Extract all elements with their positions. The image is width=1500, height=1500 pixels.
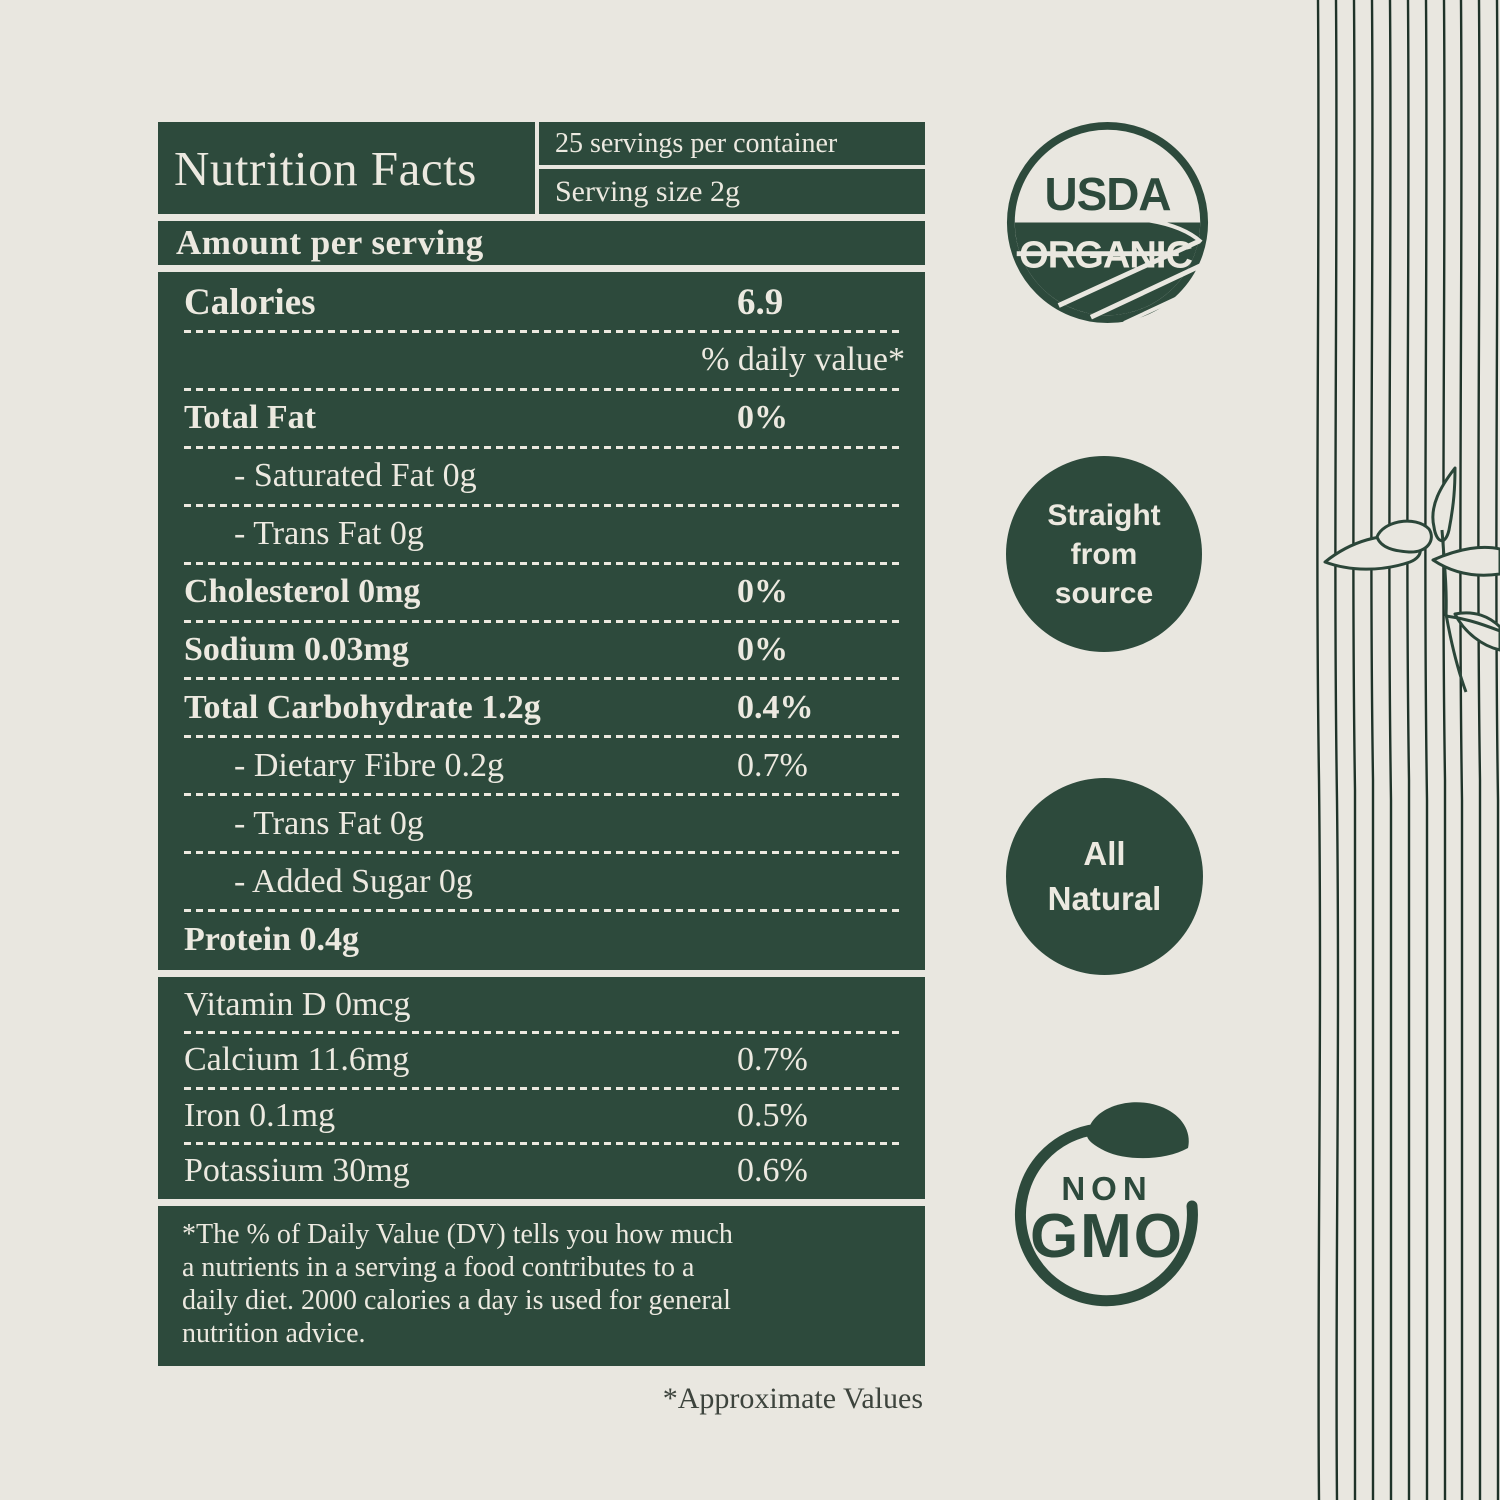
calories-row xyxy=(158,275,925,330)
calories-label: Calories xyxy=(184,281,316,323)
nutrient-row-saturated-fat xyxy=(158,449,925,504)
bamboo-leaves-illustration xyxy=(1325,468,1500,692)
servings-per-container: 25 servings per container xyxy=(539,122,925,165)
nutrient-row-cholesterol xyxy=(158,565,925,620)
nutrient-label: - Trans Fat 0g xyxy=(234,515,424,553)
nutrient-row-trans-fat-2 xyxy=(158,796,925,851)
vitamin-label: Vitamin D 0mcg xyxy=(184,986,411,1024)
all-natural-badge xyxy=(1006,778,1203,975)
nutrition-facts-panel xyxy=(158,122,925,1416)
amount-per-serving-header: Amount per serving xyxy=(158,221,925,265)
badge-text-line: Natural xyxy=(1047,879,1162,917)
nutrient-row-sodium xyxy=(158,623,925,678)
vitamin-value: 0.6% xyxy=(737,1151,808,1189)
vitamin-label: Iron 0.1mg xyxy=(184,1096,336,1134)
non-gmo-bottom-text: GMO xyxy=(1029,1202,1185,1271)
usda-organic-badge xyxy=(1005,120,1210,325)
nutrient-value: 0% xyxy=(737,573,788,611)
nutrient-label: - Added Sugar 0g xyxy=(234,862,473,900)
badge-text-line: All xyxy=(1083,834,1126,872)
non-gmo-badge xyxy=(1003,1096,1215,1310)
footnote xyxy=(158,1206,925,1366)
nutrient-row-total-carbohydrate xyxy=(158,680,925,735)
vitamins-table xyxy=(158,977,925,1199)
vitamin-row-iron xyxy=(158,1090,925,1142)
footnote-line: *The % of Daily Value (DV) tells you how much xyxy=(182,1219,733,1250)
vitamin-row-calcium xyxy=(158,1034,925,1086)
calories-value: 6.9 xyxy=(737,281,784,323)
leaf-icon xyxy=(1087,1102,1189,1158)
nutrient-value: 0% xyxy=(737,630,788,668)
nutrition-title: Nutrition Facts xyxy=(158,122,535,214)
serving-size: Serving size 2g xyxy=(539,169,925,214)
nutrients-table xyxy=(158,272,925,970)
vitamin-value: 0.5% xyxy=(737,1096,808,1134)
vitamin-label: Calcium 11.6mg xyxy=(184,1041,410,1079)
nutrient-value: 0.4% xyxy=(737,688,814,726)
badge-text-line: source xyxy=(1054,576,1154,610)
nutrient-value: 0.7% xyxy=(737,746,808,784)
badge-text-line: from xyxy=(1070,537,1138,571)
nutrient-row-added-sugar xyxy=(158,854,925,909)
badge-text-line: Straight xyxy=(1047,498,1161,532)
nutrient-row-total-fat xyxy=(158,391,925,446)
nutrient-row-trans-fat xyxy=(158,507,925,562)
vitamin-value: 0.7% xyxy=(737,1041,808,1079)
straight-from-source-badge xyxy=(1006,456,1202,652)
nutrient-label: - Saturated Fat 0g xyxy=(234,457,477,495)
nutrient-label: Sodium 0.03mg xyxy=(184,630,409,668)
nutrient-value: 0% xyxy=(737,399,788,437)
usda-badge-top-text: USDA xyxy=(1044,167,1171,220)
nutrient-label: Protein 0.4g xyxy=(184,920,360,958)
footnote-line: daily diet. 2000 calories a day is used for general xyxy=(182,1285,731,1317)
nutrient-row-dietary-fibre xyxy=(158,738,925,793)
nutrient-label: Total Fat xyxy=(184,399,316,437)
vitamin-row-potassium xyxy=(158,1145,925,1197)
nutrient-label: Total Carbohydrate 1.2g xyxy=(184,688,541,726)
daily-value-header: % daily value* xyxy=(701,341,905,379)
usda-badge-bottom-text: ORGANIC xyxy=(1019,234,1193,277)
vitamin-row-vitamin-d xyxy=(158,979,925,1031)
non-gmo-top-text: NON xyxy=(1061,1170,1153,1207)
nutrient-label: Cholesterol 0mg xyxy=(184,573,421,611)
footnote-line: nutrition advice. xyxy=(182,1318,366,1350)
vitamin-label: Potassium 30mg xyxy=(184,1151,410,1189)
label-header xyxy=(158,122,925,214)
nutrient-row-protein xyxy=(158,912,925,967)
approximate-values-note: *Approximate Values xyxy=(662,1382,923,1416)
footnote-line: a nutrients in a serving a food contributes to a xyxy=(182,1252,695,1284)
nutrient-label: - Dietary Fibre 0.2g xyxy=(234,746,505,784)
nutrient-label: - Trans Fat 0g xyxy=(234,804,424,842)
bamboo-lines-illustration xyxy=(1305,0,1500,1500)
